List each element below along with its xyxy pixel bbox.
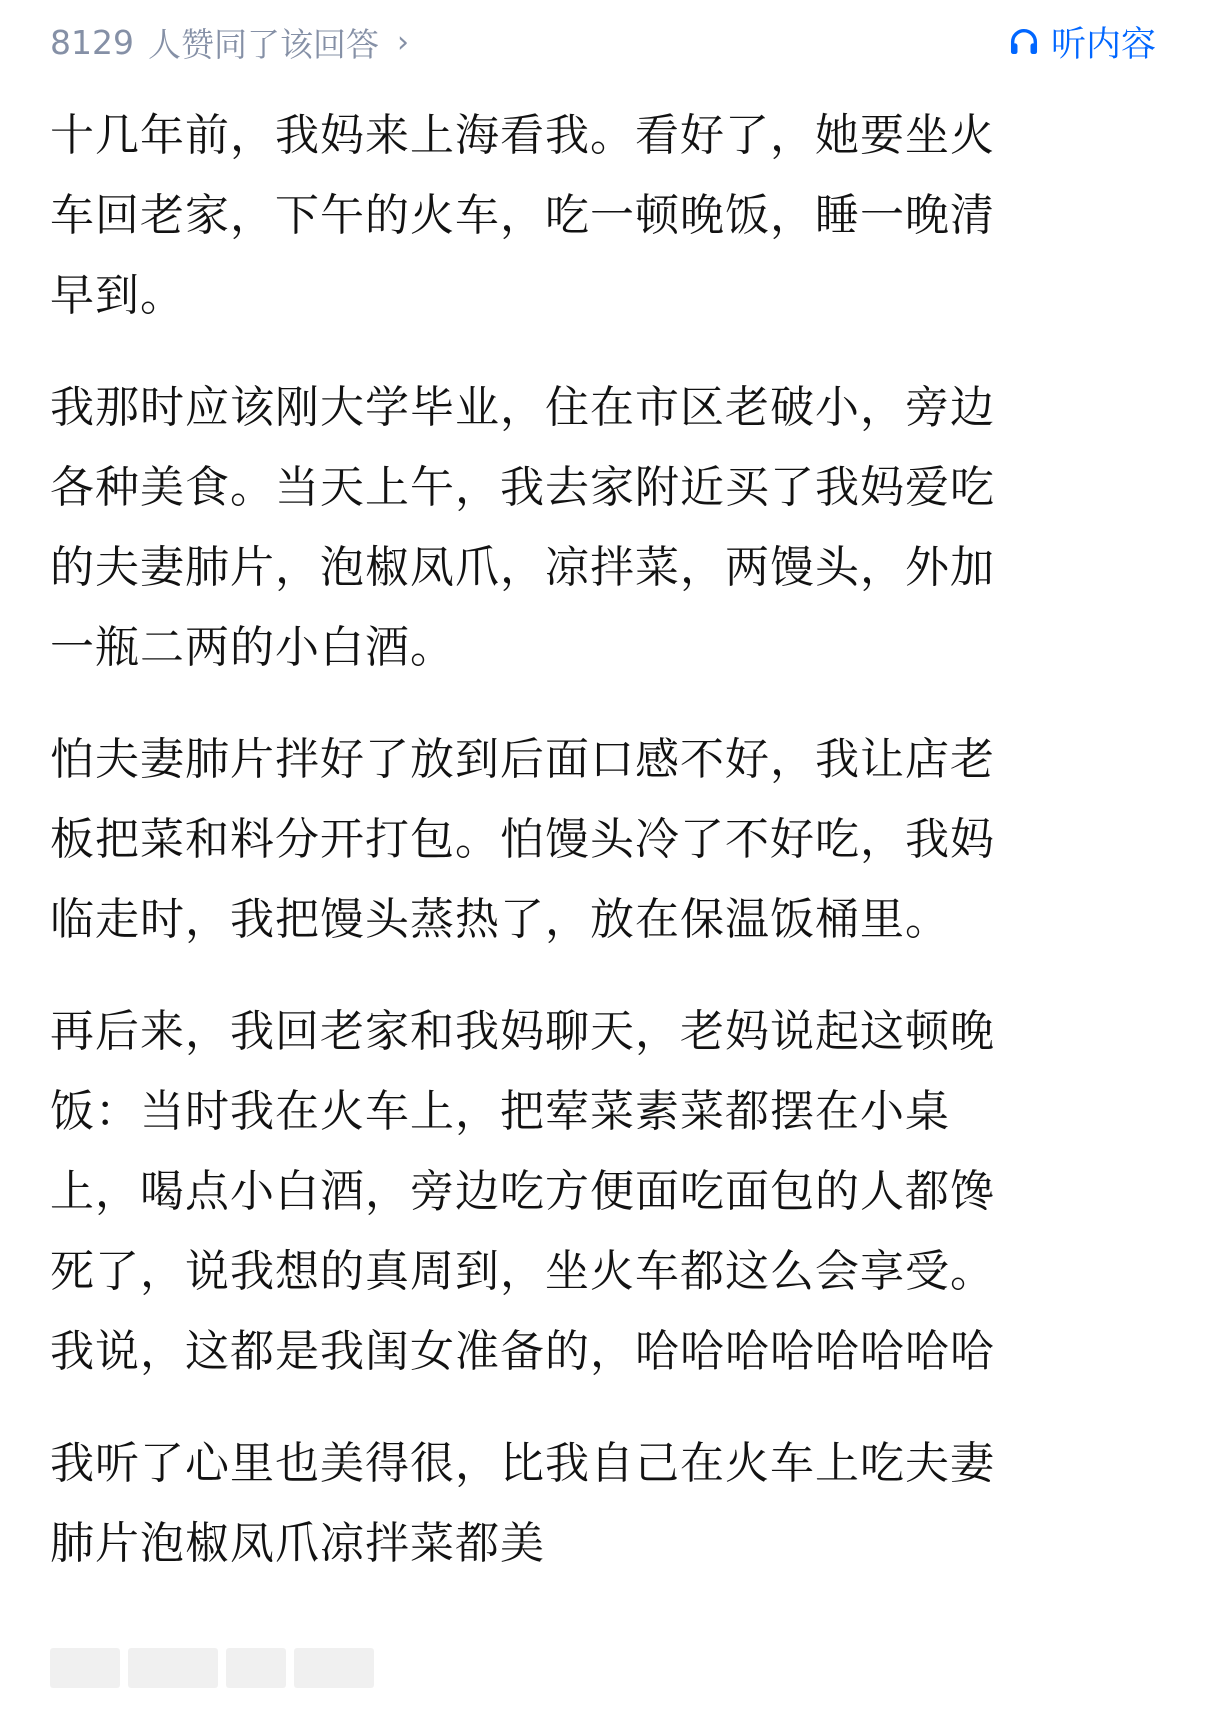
- paragraph-line: 我听了心里也美得很，比我自己在火车上吃夫妻: [50, 1438, 995, 1489]
- faded-watermark: [50, 1648, 390, 1694]
- approval-text: 人赞同了该回答: [147, 24, 379, 64]
- approval-link[interactable]: [50, 19, 409, 66]
- paragraph-line: 十几年前，我妈来上海看我。看好了，她要坐火: [50, 110, 995, 161]
- paragraph: [50, 1424, 1120, 1584]
- paragraph-line: 各种美食。当天上午，我去家附近买了我妈爱吃: [50, 462, 995, 513]
- paragraph: [50, 992, 1120, 1392]
- paragraph-line: 车回老家，下午的火车，吃一顿晚饭，睡一晚清: [50, 190, 995, 241]
- listen-label: 听内容: [1050, 25, 1156, 65]
- paragraph-line: 肺片泡椒凤爪凉拌菜都美: [50, 1518, 545, 1569]
- headphones-icon: [1007, 25, 1041, 59]
- answer-header: [50, 14, 1156, 70]
- paragraph-line: 饭：当时我在火车上，把荤菜素菜都摆在小桌: [50, 1086, 950, 1137]
- paragraph-line: 死了，说我想的真周到，坐火车都这么会享受。: [50, 1246, 995, 1297]
- paragraph: [50, 720, 1120, 960]
- paragraph-line: 再后来，我回老家和我妈聊天，老妈说起这顿晚: [50, 1006, 995, 1057]
- paragraph-line: 早到。: [50, 270, 185, 321]
- paragraph-line: 的夫妻肺片，泡椒凤爪，凉拌菜，两馒头，外加: [50, 542, 995, 593]
- paragraph-line: 一瓶二两的小白酒。: [50, 622, 455, 673]
- faded-block: [50, 1648, 120, 1688]
- listen-button[interactable]: [1007, 17, 1156, 67]
- faded-block: [294, 1648, 374, 1688]
- faded-block: [128, 1648, 218, 1688]
- approval-count: 8129: [50, 22, 134, 62]
- paragraph-line: 我说，这都是我闺女准备的，哈哈哈哈哈哈哈哈: [50, 1326, 995, 1377]
- chevron-right-icon: ›: [396, 24, 409, 60]
- paragraph-line: 我那时应该刚大学毕业，住在市区老破小，旁边: [50, 382, 995, 433]
- answer-content: [50, 96, 1120, 1616]
- paragraph: [50, 368, 1120, 688]
- paragraph-line: 上，喝点小白酒，旁边吃方便面吃面包的人都馋: [50, 1166, 995, 1217]
- paragraph: [50, 96, 1120, 336]
- faded-block: [226, 1648, 286, 1688]
- paragraph-line: 怕夫妻肺片拌好了放到后面口感不好，我让店老: [50, 734, 995, 785]
- paragraph-line: 板把菜和料分开打包。怕馒头冷了不好吃，我妈: [50, 814, 995, 865]
- paragraph-line: 临走时，我把馒头蒸热了，放在保温饭桶里。: [50, 894, 950, 945]
